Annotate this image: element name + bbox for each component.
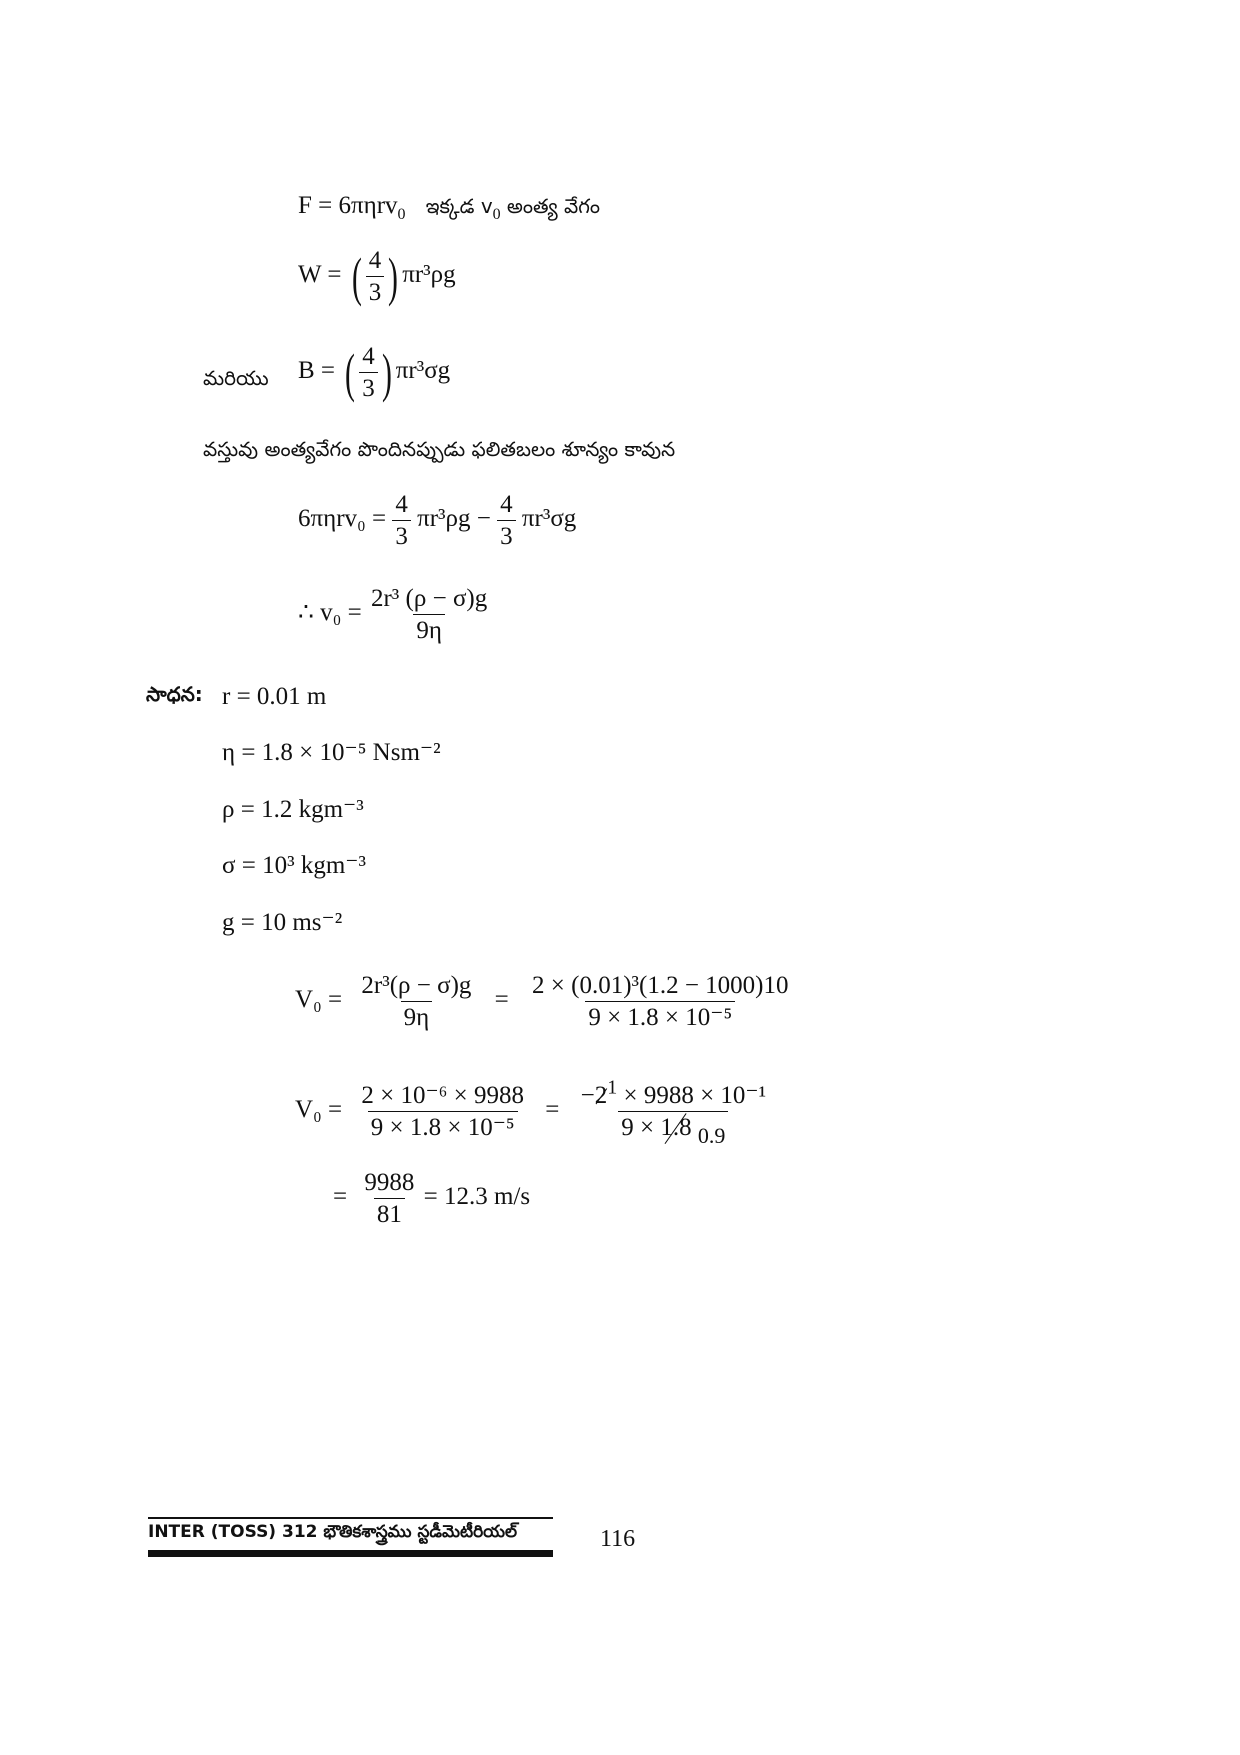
given-viscosity: η = 1.8 × 10⁻⁵ Nsm⁻² — [222, 739, 441, 766]
footer-title: INTER (TOSS) 312 భౌతికశాస్త్రము స్టడీమెటీరియల్ — [148, 1522, 518, 1542]
calculation-step-3: = $\frac{9988}{81}$ = 12.3 m/s — [333, 1169, 531, 1228]
solution-label: సాధన: — [146, 682, 203, 706]
weight-equation: W = ( $\frac{4}{3}$ ) πr³ρg — [298, 246, 456, 307]
footer-top-rule — [148, 1517, 553, 1519]
given-body-density: σ = 10³ kgm⁻³ — [222, 852, 366, 879]
buoyancy-equation: B = ( $\frac{4}{3}$ ) πr³σg — [298, 342, 451, 403]
struck-one-point-eight: 1.8 — [660, 1114, 692, 1141]
page-number: 116 — [600, 1526, 636, 1552]
terminal-velocity-formula: ∴ v₀ = $\frac{\text{2r³ (ρ − σ)g}}{9\eta}$ — [298, 585, 488, 644]
and-label: మరియు — [203, 366, 269, 390]
calculation-step-1: V₀ = $\frac{\text{2r³(ρ − σ)g}}{9\eta}$ = $\frac{\text{2 × (0.01)³(1.2 − 1000)10}}{\text{9 × 1.8 × 10⁻⁵}}$ — [295, 972, 789, 1031]
terminal-velocity-statement: వస్తువు అంత్యవేగం పొందినప్పుడు ఫలితబలం శూన్యం కావున — [203, 437, 676, 461]
given-air-density: ρ = 1.2 kgm⁻³ — [222, 796, 364, 823]
footer-bottom-bar — [148, 1550, 553, 1557]
given-radius: r = 0.01 m — [222, 683, 327, 710]
drag-force-equation: F = 6πηrv$_0$ ఇక్కడ $v_0$ అంత్య వేగం — [298, 192, 601, 223]
calculation-step-2: V₀ = $\frac{\text{2 × 10⁻⁶ × 9988}}{\text{9 × 1.8 × 10⁻⁵}}$ = $\frac{-2^1 \times 9988 \times 10^{-1}}{9 \times 1.8 0.9}$ — [295, 1076, 767, 1148]
given-gravity: g = 10 ms⁻² — [222, 909, 343, 936]
force-balance-equation: 6πηrv₀ = $\frac{4}{3}$ πr³ρg − $\frac{4}{3}$ πr³σg — [298, 491, 577, 550]
struck-two: 2 — [594, 1082, 608, 1109]
